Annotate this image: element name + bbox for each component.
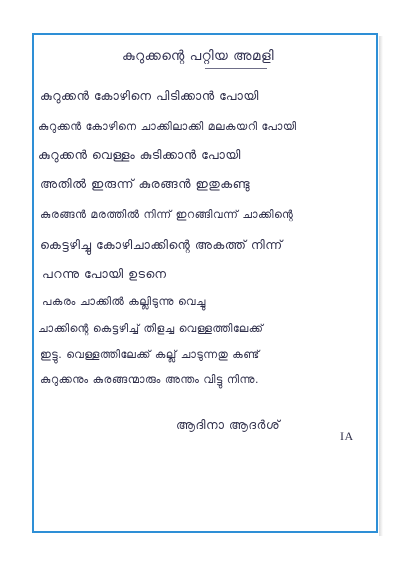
story-line-3: കുറുക്കൻ വെള്ളം കുടിക്കാൻ പോയി	[38, 147, 241, 162]
story-title: കുറുക്കന്റെ പറ്റിയ അമളി	[122, 48, 275, 64]
story-line-5: കുരങ്ങൻ മരത്തിൽ നിന്ന് ഇറങ്ങിവന്ന് ചാക്കിന്റെ	[40, 208, 294, 221]
story-line-4: അതിൽ ഇരുന്ന് കുരങ്ങൻ ഇതുകണ്ടു	[40, 176, 251, 191]
story-line-8: പകരം ചാക്കിൽ കല്ലിടുന്നു വെച്ചു	[42, 295, 206, 308]
story-line-1: കുറുക്കൻ കോഴിനെ പിടിക്കാൻ പോയി	[40, 88, 259, 103]
story-line-6: കെട്ടഴിച്ചു കോഴിചാക്കിന്റെ അകത്ത് നിന്ന്	[40, 237, 283, 252]
story-line-9: ചാക്കിന്റെ കെട്ടഴിച്ച് തിളച്ച വെള്ളത്തിലേക്ക്	[38, 322, 264, 335]
page-edge-shadow	[379, 36, 383, 536]
author-initials: IA	[340, 429, 354, 443]
story-line-10: ഇട്ടു. വെള്ളത്തിലേക്ക് കല്ല് ചാടുന്നതു കണ്ട്	[40, 348, 260, 361]
story-line-11: കുറുക്കനും കുരങ്ങന്മാരും അന്തം വിട്ടു നിന്നു.	[40, 373, 259, 386]
story-line-7: പറന്നു പോയി ഉടനെ	[42, 266, 167, 281]
page-border	[32, 33, 378, 533]
title-underline	[205, 68, 267, 69]
author-signature: ആദിനാ ആദർശ്	[176, 417, 281, 432]
story-line-2: കുറുക്കൻ കോഴിനെ ചാക്കിലാക്കി മലകയറി പോയി	[38, 120, 297, 133]
